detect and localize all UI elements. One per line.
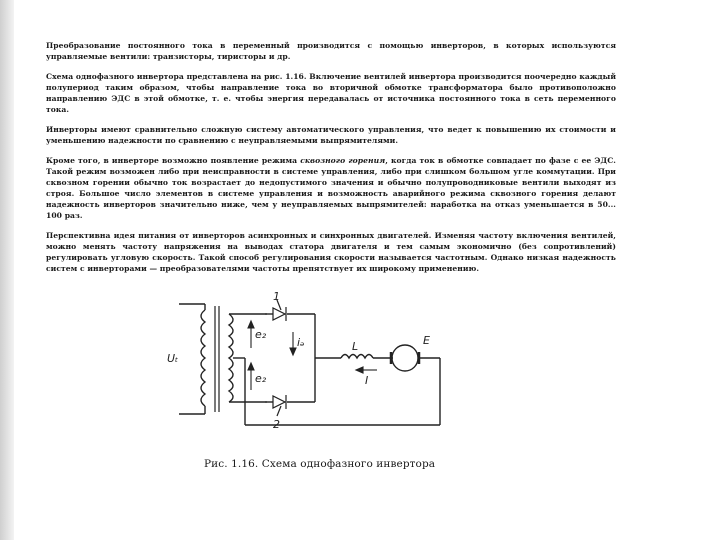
label-e2-bottom: e₂ — [255, 372, 267, 385]
paragraph-3: Инверторы имеют сравнительно сложную систему автоматического управления, что ведет к повышению их стоимости и уменьшению надежности по сравнению с неуправляемыми выпрямителями. — [46, 125, 616, 145]
label-l: L — [352, 340, 359, 353]
thyristor-1 — [273, 308, 285, 320]
label-u: Uₜ — [167, 352, 179, 365]
paragraph-5: Перспективна идея питания от инверторов асинхронных и синхронных двигателей. Изменяя частоту включения вентилей, можно менять частоту напряжения на выводах статора двигателя и тем самым экономично (без сопротивлений) регулировать угловую скорость. Такой способ регулирования скорости называется частотным. Однако низкая надежность систем с инверторами — преобразователями частоты препятствует их широкому применению. — [46, 231, 616, 273]
paragraph-4 — [46, 155, 616, 221]
figure-caption: Рис. 1.16. Схема однофазного инвертора — [204, 458, 436, 470]
secondary-winding — [229, 314, 233, 402]
thyristor-2 — [273, 396, 285, 408]
left-edge-shadow — [0, 0, 14, 540]
paragraph-2: Схема однофазного инвертора представлена на рис. 1.16. Включение вентилей инвертора производится поочередно каждый полупериод таким образом, чтобы направление тока во вторичной обмотке трансформатора было противоположно направлению ЭДС в этой обмотке, т. е. чтобы энергия передавалась от источника постоянного тока в сеть переменного тока. — [46, 72, 616, 114]
paragraph-1: Преобразование постоянного тока в переменный производится с помощью инверторов, в которых используются управляемые вентили: транзисторы, тиристоры и др. — [46, 41, 616, 61]
thyristor-2-gate — [277, 406, 281, 416]
primary-winding — [201, 310, 205, 406]
arrow-e2-top-head — [248, 321, 254, 328]
label-thyristor-2: 2 — [273, 418, 280, 431]
arrow-id-head — [290, 348, 296, 355]
circuit-svg — [165, 290, 455, 440]
inductor — [341, 355, 373, 359]
label-e: E — [423, 334, 430, 347]
label-thyristor-1: 1 — [273, 290, 280, 303]
label-id: iₔ — [297, 336, 305, 349]
paragraph-4-start: Кроме того, в инверторе возможно появление режима — [46, 156, 301, 165]
dc-motor — [392, 345, 418, 371]
document-body — [46, 40, 616, 283]
label-i: I — [365, 374, 369, 387]
inverter-circuit-diagram — [165, 290, 455, 440]
arrow-i-head — [356, 367, 363, 373]
paragraph-4-term: сквозного горения — [300, 156, 386, 165]
label-e2-top: e₂ — [255, 328, 267, 341]
arrow-e2-bottom-head — [248, 363, 254, 370]
paragraph-4-rest: , когда ток в обмотке совпадает по фазе с ее ЭДС. Такой режим возможен либо при неисправности в системе управления, либо при слишком большом угле коммутации. При сквозном горении обычно ток возрастает до недопустимого значения и обычно полупроводниковые вентили выходят из строя. Большое число элементов в системе управления и возможность аварийного режима сквозного горения делают надежность инверторов значительно ниже, чем у неуправляемых выпрямителей: наработка на отказ уменьшается в 50... 100 раз. — [46, 156, 616, 220]
